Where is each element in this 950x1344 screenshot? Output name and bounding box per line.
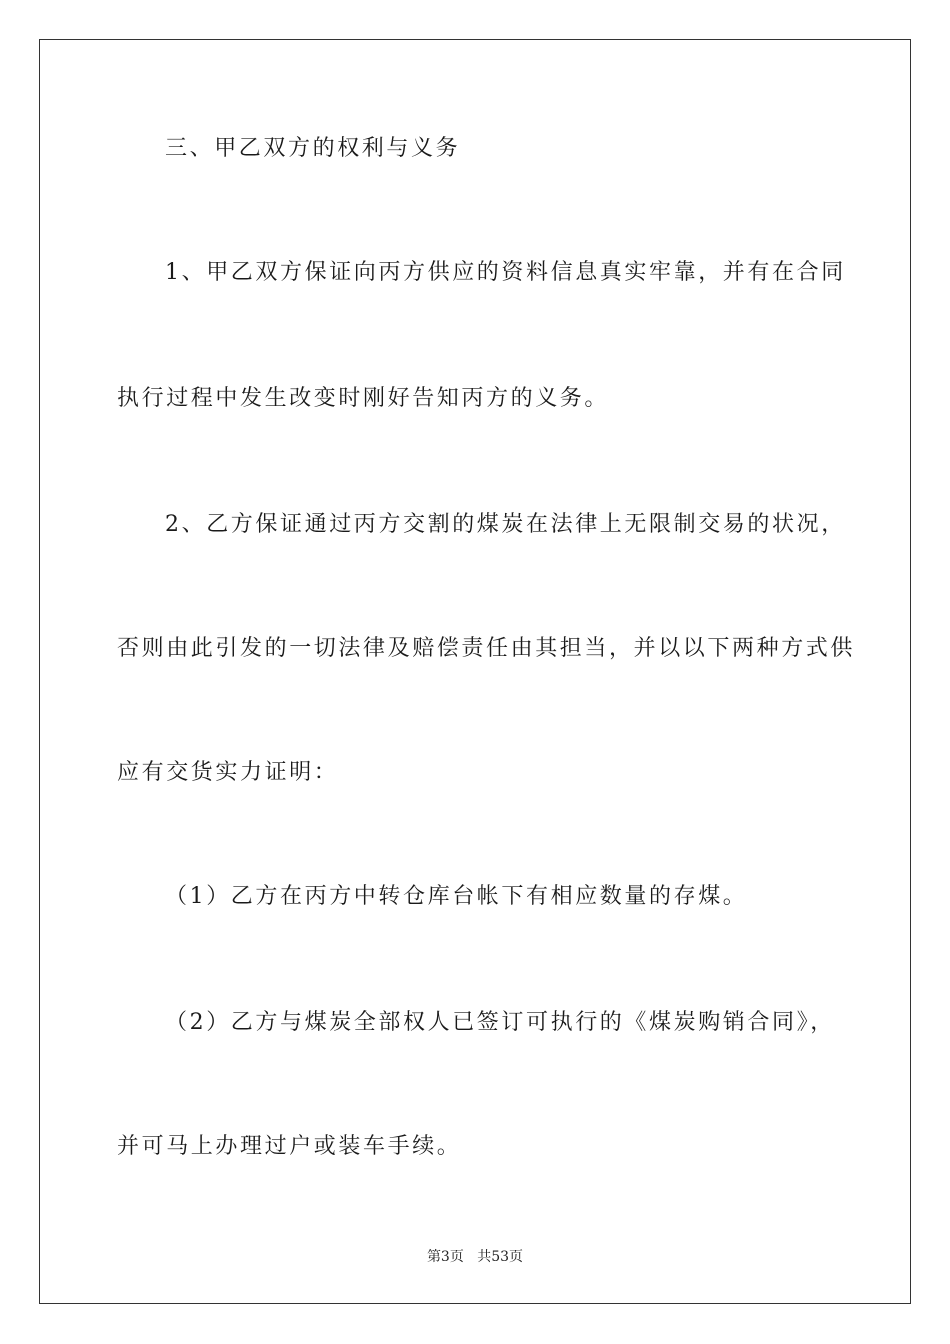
paragraph-line: 应有交货实力证明： [117, 760, 339, 785]
total-pages: 共53页 [477, 1249, 524, 1265]
paragraph-line: 并可马上办理过户或装车手续。 [117, 1134, 462, 1159]
list-item: （2）乙方与煤炭全部权人已签订可执行的《煤炭购销合同》， [165, 1010, 835, 1035]
page-border [39, 39, 911, 1304]
paragraph-line: 否则由此引发的一切法律及赔偿责任由其担当，并以以下两种方式供 [117, 636, 856, 661]
paragraph-line: 执行过程中发生改变时刚好告知丙方的义务。 [117, 386, 610, 411]
list-item: （1）乙方在丙方中转仓库台帐下有相应数量的存煤。 [165, 884, 748, 909]
paragraph-line: 2、乙方保证通过丙方交割的煤炭在法律上无限制交易的状况， [165, 512, 846, 537]
page-number: 第3页 [426, 1249, 464, 1265]
section-heading: 三、甲乙双方的权利与义务 [165, 136, 461, 161]
paragraph-line: 1、甲乙双方保证向丙方供应的资料信息真实牢靠，并有在合同 [165, 260, 846, 285]
page-footer [0, 1246, 950, 1266]
